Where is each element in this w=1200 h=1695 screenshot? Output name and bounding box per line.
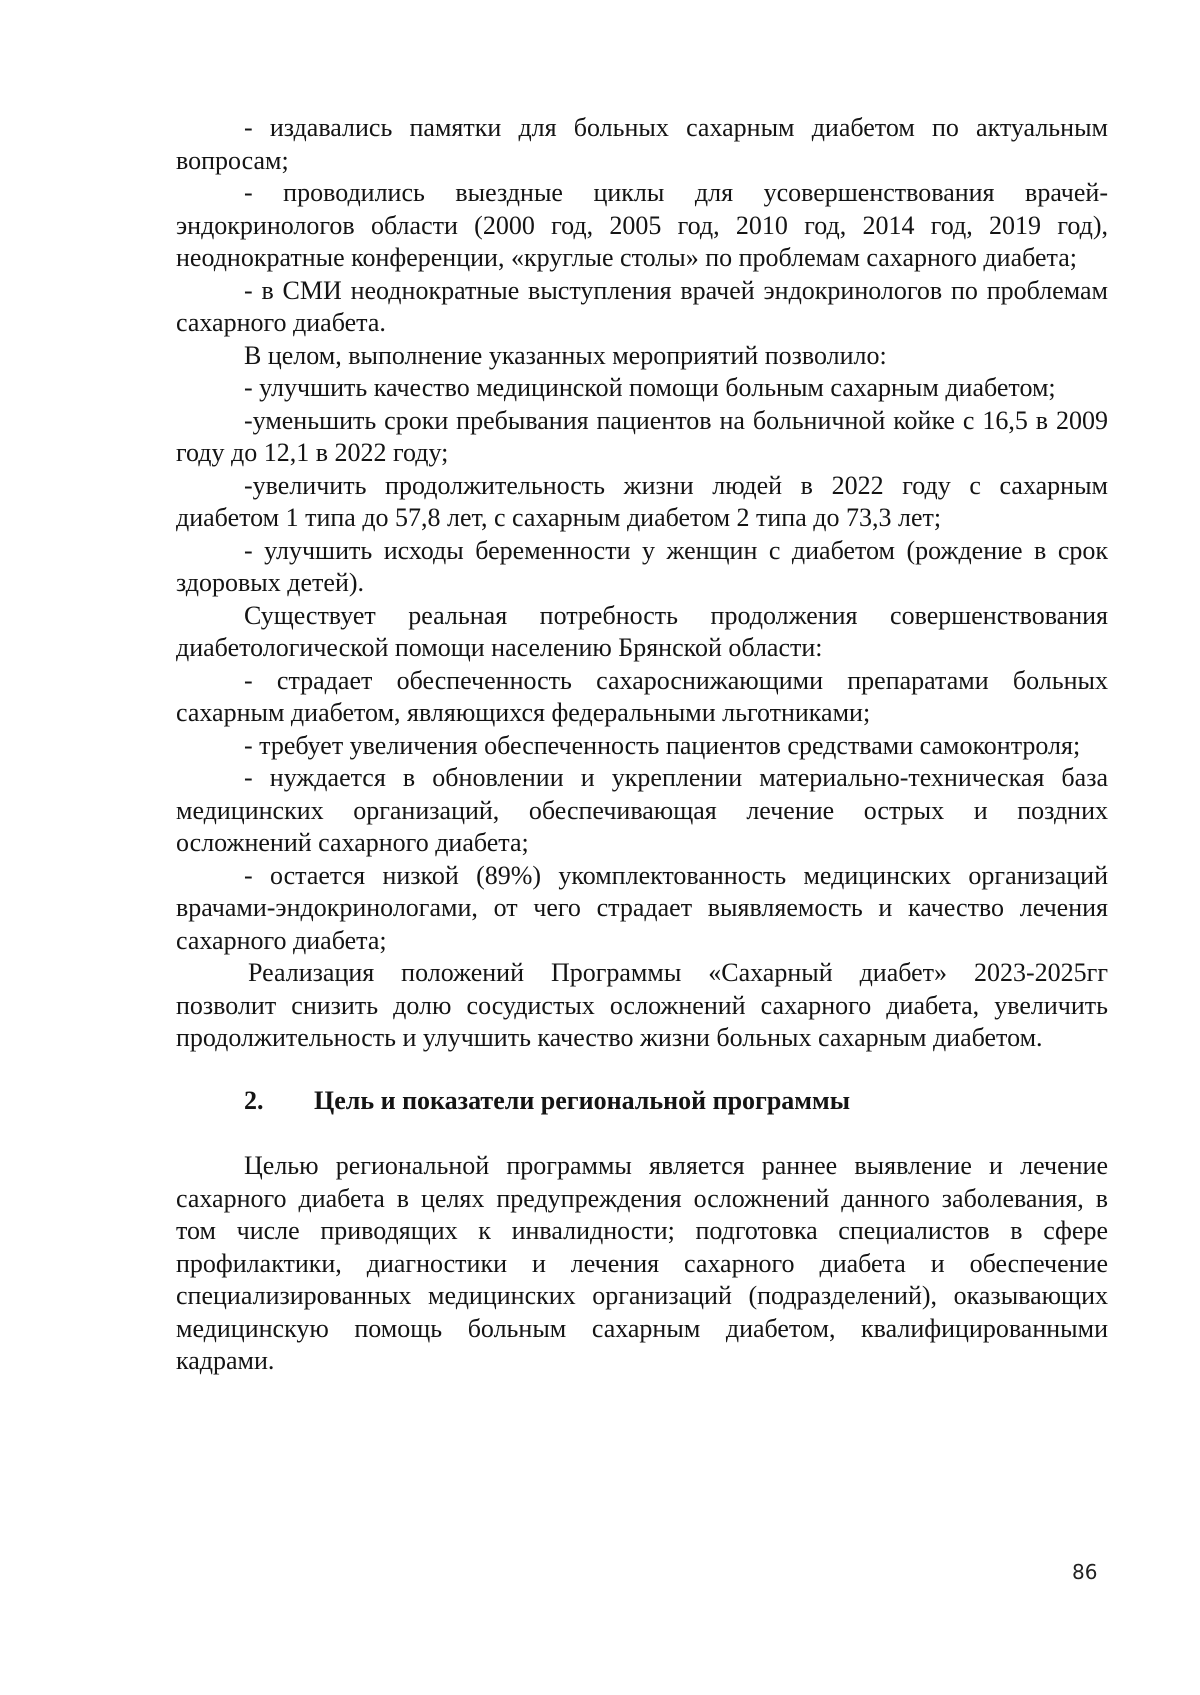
paragraph: - в СМИ неоднократные выступления врачей эндокринологов по проблемам сахарного диабета. bbox=[176, 275, 1108, 337]
paragraph: - проводились выездные циклы для усовершенствования врачей-эндокринологов области (2000 год, 2005 год, 2010 год, 2014 год, 2019 год), неоднократные конференции, «круглые столы» по проблемам сахарного диабета; bbox=[176, 178, 1108, 272]
paragraph: -увеличить продолжительность жизни людей в 2022 году с сахарным диабетом 1 типа до 57,8 лет, с сахарным диабетом 2 типа до 73,3 лет; bbox=[176, 470, 1108, 532]
paragraph: - нуждается в обновлении и укреплении материально-техническая база медицинских организаций, обеспечивающая лечение острых и поздних осложнений сахарного диабета; bbox=[176, 763, 1108, 857]
paragraph: -уменьшить сроки пребывания пациентов на больничной койке с 16,5 в 2009 году до 12,1 в 2022 году; bbox=[176, 405, 1108, 467]
paragraph: - требует увеличения обеспеченность пациентов средствами самоконтроля; bbox=[244, 730, 1081, 760]
paragraph: Целью региональной программы является раннее выявление и лечение сахарного диабета в целях предупреждения осложнений данного заболевания, в том числе приводящих к инвалидности; подготовка специалистов в сфере профилактики, диагностики и лечения сахарного диабета и обеспечение специализированных медицинских организаций (подразделений), оказывающих медицинскую помощь больным сахарным диабетом, квалифицированными кадрами. bbox=[176, 1151, 1108, 1375]
paragraph: - улучшить исходы беременности у женщин с диабетом (рождение в срок здоровых детей). bbox=[176, 535, 1108, 597]
document-body bbox=[176, 112, 1108, 1378]
page-number: 86 bbox=[1072, 1560, 1098, 1584]
paragraph: - страдает обеспеченность сахароснижающими препаратами больных сахарным диабетом, являющихся федеральными льготниками; bbox=[176, 665, 1108, 727]
section-title: Цель и показатели региональной программы bbox=[314, 1085, 851, 1115]
paragraph: - улучшить качество медицинской помощи больным сахарным диабетом; bbox=[244, 373, 1056, 402]
paragraph: В целом, выполнение указанных мероприятий позволило: bbox=[244, 340, 887, 370]
paragraph: - остается низкой (89%) укомплектованность медицинских организаций врачами-эндокринологами, от чего страдает выявляемость и качество лечения сахарного диабета; bbox=[176, 860, 1108, 955]
section-heading bbox=[176, 1085, 1108, 1118]
paragraph: Существует реальная потребность продолжения совершенствования диабетологической помощи населению Брянской области: bbox=[176, 600, 1108, 662]
paragraph: - издавались памятки для больных сахарным диабетом по актуальным вопросам; bbox=[176, 113, 1108, 175]
section-number: 2. bbox=[244, 1085, 264, 1115]
paragraph: Реализация положений Программы «Сахарный диабет» 2023-2025гг позволит снизить долю сосудистых осложнений сахарного диабета, увеличить продолжительность и улучшить качество жизни больных сахарным диабетом. bbox=[176, 958, 1108, 1052]
